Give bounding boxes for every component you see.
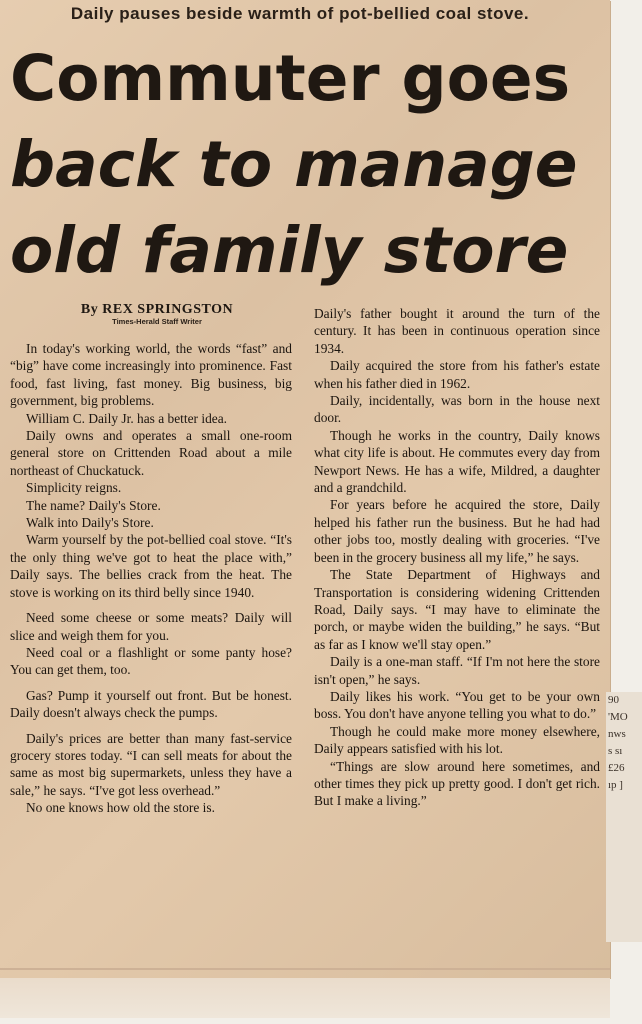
paragraph: Though he works in the country, Daily knows what city life is about. He commutes every day from Newport News. He has a wife, Mildred, a daughter and a grandchild. [314, 427, 600, 496]
paragraph: Daily is a one-man staff. “If I'm not here the store isn't open,” he says. [314, 654, 600, 687]
author-role: Times-Herald Staff Writer [112, 317, 202, 326]
paragraph: Daily, incidentally, was born in the house next door. [314, 393, 600, 426]
fragment-text: s sı [608, 745, 623, 757]
paragraph: Gas? Pump it yourself out front. But be honest. Daily doesn't always check the pumps. [10, 687, 292, 721]
paragraph: Daily likes his work. “You get to be your own boss. You don't have anyone telling you what to do.” [314, 688, 600, 722]
paragraph: Daily's prices are better than many fast-service grocery stores today. “I can sell meats for about the same as most big supermarkets, unless they have a sale,” he says. “I've got less overhead.” [10, 730, 292, 798]
fragment-text: 90 [608, 694, 619, 706]
paragraph: Simplicity reigns. [26, 480, 122, 496]
paragraph: Need some cheese or some meats? Daily will slice and weigh them for you. [10, 610, 292, 643]
paragraph: The State Department of Highways and Transportation is considering widening Crittenden Road, Daily says. “I may have to eliminate the porch, or maybe widen the building,” he says. “But as far as I know we'll stay open.” [314, 567, 600, 652]
article-column-1 [10, 340, 292, 817]
paragraph: Daily owns and operates a small one-room general store on Crittenden Road about a mile northeast of Chuckatuck. [10, 428, 292, 478]
author-name: By REX SPRINGSTON [80, 302, 234, 317]
paragraph: “Things are slow around here sometimes, and other times they pick up pretty good. I don't get rich. But I make a living.” [314, 758, 600, 809]
paper-strip [0, 978, 610, 1018]
fragment-text: £26 [608, 762, 625, 774]
fragment-text: ıp ] [608, 779, 623, 791]
headline-line-1: Commuter goes [10, 42, 571, 115]
byline [22, 302, 292, 326]
paragraph: Daily's father bought it around the turn of the century. It has been in continuous operation since 1934. [314, 306, 600, 356]
paragraph: For years before he acquired the store, Daily helped his father run the business. But he had had other jobs too, mostly dealing with groceries. “I've been in the grocery business all my life,” he says. [314, 497, 600, 565]
paragraph: Walk into Daily's Store. [26, 515, 154, 531]
fragment-text: nws [608, 728, 626, 740]
fragment-text: 'MO [608, 711, 628, 723]
paragraph: Though he could make more money elsewhere, Daily appears satisfied with his lot. [314, 723, 600, 757]
paragraph: William C. Daily Jr. has a better idea. [26, 410, 228, 426]
paragraph: Need coal or a flashlight or some panty hose? You can get them, too. [10, 644, 292, 678]
adjacent-clipping-fragment [606, 692, 642, 942]
paragraph: Warm yourself by the pot-bellied coal stove. “It's the only thing we've got to heat the place with,” Daily says. The bellies crack from the heat. The stove is working on its third belly since 1940. [10, 532, 292, 600]
photo-caption: Daily pauses beside warmth of pot-bellied coal stove. [70, 4, 530, 23]
article-column-2 [314, 305, 600, 810]
headline-line-2: back to manage [10, 128, 578, 201]
fold-line [0, 968, 610, 970]
paragraph: No one knows how old the store is. [26, 800, 215, 816]
headline-line-3: old family store [10, 214, 569, 287]
paragraph: Daily acquired the store from his father's estate when his father died in 1962. [314, 358, 600, 391]
headline [10, 36, 610, 294]
paragraph: In today's working world, the words “fast” and “big” have come increasingly into prominence. Fast food, fast living, fast money. Big business, big government, big problems. [10, 341, 292, 409]
paragraph: The name? Daily's Store. [26, 497, 161, 513]
